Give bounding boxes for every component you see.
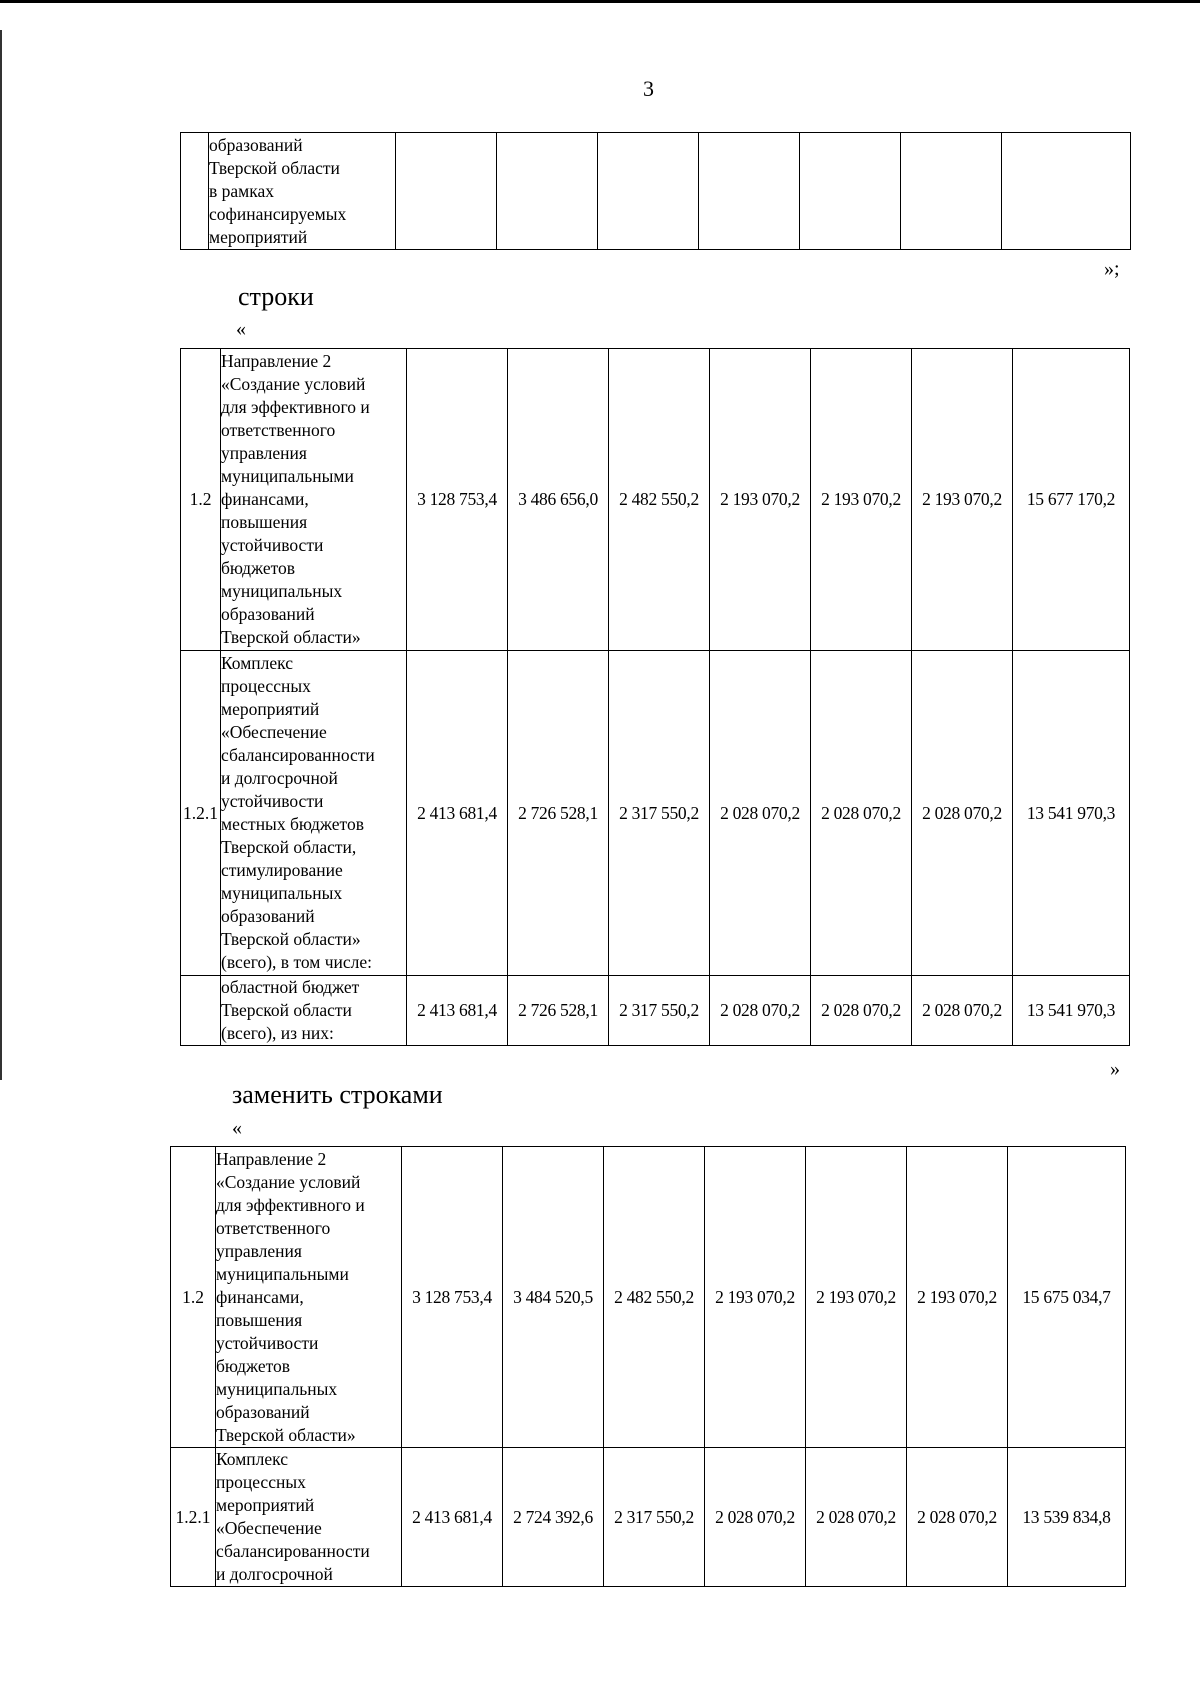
name-line: «Обеспечение: [221, 722, 327, 742]
value-cell: 2 193 070,2: [912, 349, 1013, 651]
row-number-cell: 1.2.1: [171, 1448, 216, 1587]
name-line: процессных: [216, 1472, 306, 1492]
name-line: устойчивости: [216, 1332, 319, 1353]
value-cell: 2 193 070,2: [710, 349, 811, 651]
value-cell: [396, 133, 497, 250]
table-row: [171, 1448, 1126, 1587]
value-cell: [1002, 133, 1131, 250]
value-cell: 2 726 528,1: [508, 976, 609, 1046]
value-cell: 2 724 392,6: [503, 1448, 604, 1587]
row-name-cell: [221, 651, 407, 976]
value-cell: [800, 133, 901, 250]
name-line: Тверской области: [221, 1000, 352, 1020]
value-cell: 2 028 070,2: [806, 1448, 907, 1587]
name-line: образований: [221, 604, 315, 624]
name-line: мероприятий: [221, 699, 320, 719]
value-cell: [699, 133, 800, 250]
name-line: мероприятий: [209, 226, 308, 247]
name-line: в рамках: [209, 180, 274, 201]
name-line: областной бюджет: [221, 977, 360, 997]
name-line: ответственного: [216, 1217, 331, 1238]
top-border-line: [0, 0, 1200, 3]
value-cell: [497, 133, 598, 250]
name-line: для эффективного и: [216, 1194, 365, 1215]
name-line: образований: [216, 1401, 310, 1422]
value-cell: 15 677 170,2: [1013, 349, 1130, 651]
name-line: софинансируемых: [209, 203, 347, 224]
name-line: повышения: [221, 512, 308, 532]
name-line: бюджетов: [221, 558, 296, 578]
table-new-rows: [170, 1146, 1126, 1587]
opening-quote: «: [236, 318, 246, 340]
name-line: муниципальных: [221, 581, 343, 601]
name-line: управления: [221, 443, 307, 463]
name-line: «Создание условий: [221, 374, 366, 394]
row-name-cell: [209, 133, 396, 250]
name-line: муниципальных: [221, 883, 343, 903]
value-cell: 2 028 070,2: [710, 976, 811, 1046]
row-number-cell: [181, 133, 209, 250]
name-line: (всего), в том числе:: [221, 952, 373, 972]
name-line: устойчивости: [221, 791, 324, 811]
table-continuation: [180, 132, 1131, 250]
table-row: [171, 1147, 1126, 1448]
value-cell: 2 726 528,1: [508, 651, 609, 976]
value-cell: [598, 133, 699, 250]
name-line: (всего), из них:: [221, 1023, 334, 1043]
name-line: образований: [209, 134, 303, 155]
name-line: Комплекс: [221, 653, 293, 673]
name-line: Тверской области»: [221, 929, 361, 949]
name-line: финансами,: [221, 489, 309, 509]
table-row: [181, 976, 1130, 1046]
name-line: сбалансированности: [216, 1541, 370, 1561]
label-replace-with-rows: заменить строками: [232, 1080, 443, 1109]
value-cell: 2 193 070,2: [907, 1147, 1008, 1448]
name-line: образований: [221, 906, 315, 926]
row-name-cell: [221, 349, 407, 651]
name-line: процессных: [221, 676, 311, 696]
value-cell: 2 317 550,2: [609, 976, 710, 1046]
value-cell: 15 675 034,7: [1008, 1147, 1126, 1448]
name-line: сбалансированности: [221, 745, 375, 765]
row-number-cell: 1.2: [181, 349, 221, 651]
table-row: [181, 349, 1130, 651]
name-line: «Создание условий: [216, 1171, 361, 1192]
value-cell: 13 541 970,3: [1013, 976, 1130, 1046]
label-rows: строки: [238, 282, 314, 311]
name-line: повышения: [216, 1309, 303, 1330]
value-cell: 2 028 070,2: [912, 976, 1013, 1046]
left-margin-line: [0, 30, 2, 1080]
name-line: мероприятий: [216, 1495, 315, 1515]
value-cell: 2 482 550,2: [609, 349, 710, 651]
name-line: муниципальными: [216, 1263, 349, 1284]
value-cell: 2 193 070,2: [705, 1147, 806, 1448]
name-line: местных бюджетов: [221, 814, 364, 834]
name-line: Направление 2: [216, 1148, 327, 1169]
row-number-cell: 1.2: [171, 1147, 216, 1448]
name-line: управления: [216, 1240, 302, 1261]
row-name-cell: [216, 1448, 402, 1587]
name-line: Тверской области,: [221, 837, 357, 857]
table-old-rows: [180, 348, 1130, 1046]
value-cell: 2 317 550,2: [609, 651, 710, 976]
name-line: финансами,: [216, 1286, 304, 1307]
row-number-cell: 1.2.1: [181, 651, 221, 976]
value-cell: 3 486 656,0: [508, 349, 609, 651]
row-number-cell: [181, 976, 221, 1046]
value-cell: 2 028 070,2: [811, 976, 912, 1046]
value-cell: 2 413 681,4: [407, 651, 508, 976]
name-line: муниципальных: [216, 1378, 338, 1399]
value-cell: 2 413 681,4: [402, 1448, 503, 1587]
value-cell: 2 028 070,2: [710, 651, 811, 976]
value-cell: 2 028 070,2: [811, 651, 912, 976]
closing-quote: »;: [1104, 258, 1120, 280]
value-cell: 13 541 970,3: [1013, 651, 1130, 976]
name-line: «Обеспечение: [216, 1518, 322, 1538]
value-cell: [901, 133, 1002, 250]
name-line: и долгосрочной: [216, 1564, 333, 1584]
name-line: бюджетов: [216, 1355, 291, 1376]
name-line: для эффективного и: [221, 397, 370, 417]
value-cell: 2 028 070,2: [912, 651, 1013, 976]
name-line: устойчивости: [221, 535, 324, 555]
name-line: стимулирование: [221, 860, 343, 880]
name-line: и долгосрочной: [221, 768, 338, 788]
value-cell: 2 413 681,4: [407, 976, 508, 1046]
opening-quote: «: [232, 1117, 242, 1139]
row-name-cell: [216, 1147, 402, 1448]
value-cell: 2 482 550,2: [604, 1147, 705, 1448]
value-cell: 3 128 753,4: [402, 1147, 503, 1448]
value-cell: 2 317 550,2: [604, 1448, 705, 1587]
name-line: Направление 2: [221, 351, 332, 371]
value-cell: 13 539 834,8: [1008, 1448, 1126, 1587]
value-cell: 3 128 753,4: [407, 349, 508, 651]
value-cell: 3 484 520,5: [503, 1147, 604, 1448]
name-line: ответственного: [221, 420, 336, 440]
name-line: Тверской области»: [216, 1424, 356, 1445]
value-cell: 2 193 070,2: [811, 349, 912, 651]
page-number: 3: [643, 76, 654, 101]
value-cell: 2 028 070,2: [907, 1448, 1008, 1587]
name-line: Тверской области»: [221, 627, 361, 647]
name-line: Комплекс: [216, 1449, 288, 1469]
name-line: муниципальными: [221, 466, 354, 486]
table-row: [181, 651, 1130, 976]
closing-quote: »: [1110, 1058, 1120, 1080]
value-cell: 2 028 070,2: [705, 1448, 806, 1587]
table-row: [181, 133, 1131, 250]
value-cell: 2 193 070,2: [806, 1147, 907, 1448]
row-name-cell: [221, 976, 407, 1046]
name-line: Тверской области: [209, 157, 340, 178]
